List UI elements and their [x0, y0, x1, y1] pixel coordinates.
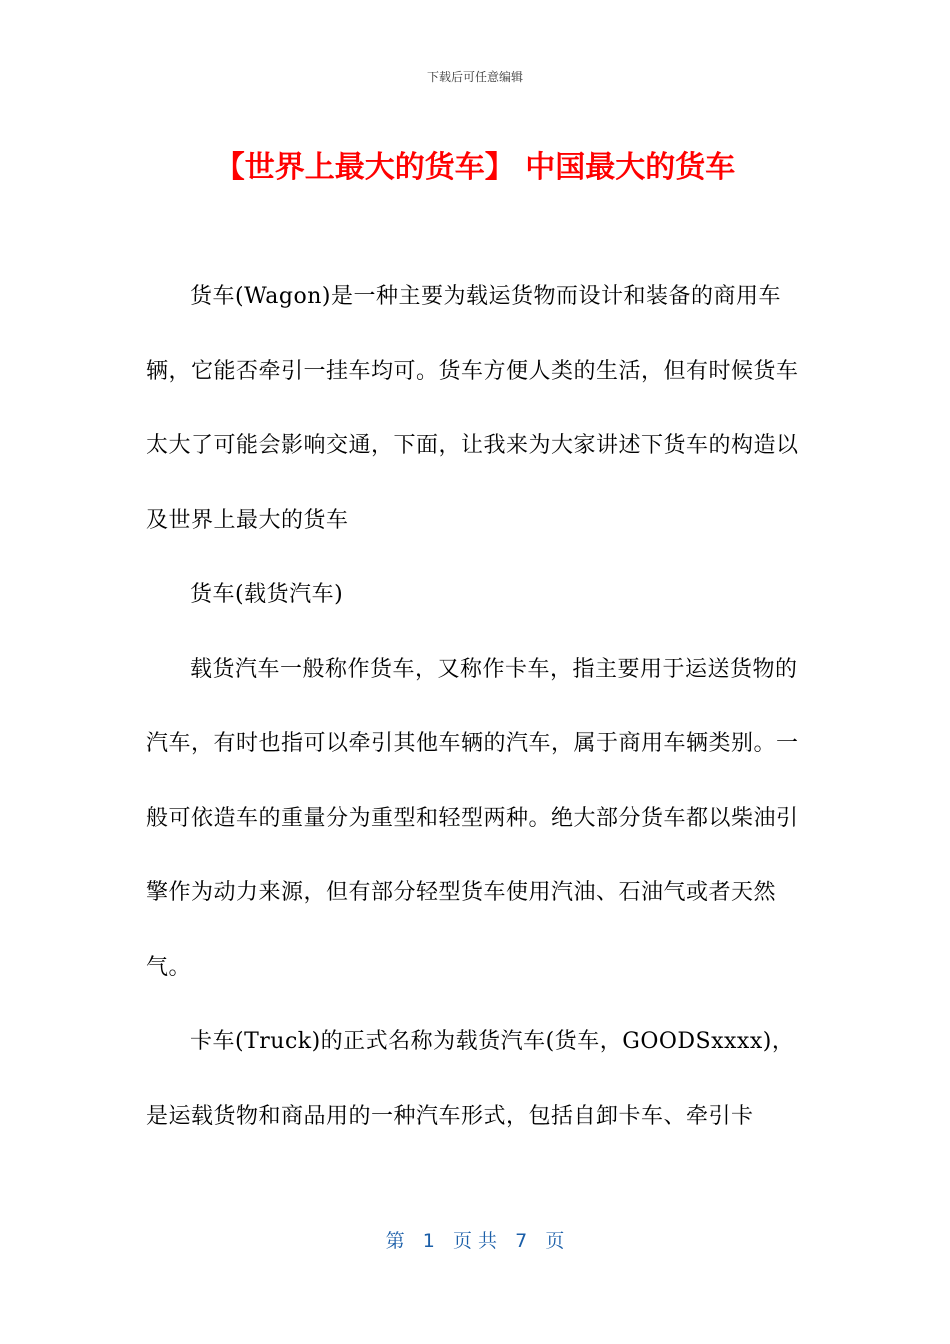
- footer-suffix: 页: [545, 1230, 565, 1252]
- footer-prefix: 第: [385, 1230, 405, 1252]
- footer-page-number: 1: [422, 1230, 435, 1252]
- document-body: [146, 260, 806, 1154]
- paragraph-definition: 载货汽车一般称作货车，又称作卡车，指主要用于运送货物的汽车，有时也指可以牵引其他车辆的汽车，属于商用车辆类别。一般可依造车的重量分为重型和轻型两种。绝大部分货车都以柴油引擎作为动力来源，但有部分轻型货车使用汽油、石油气或者天然气。: [146, 656, 799, 980]
- paragraph-intro: 货车(Wagon)是一种主要为载运货物而设计和装备的商用车辆，它能否牵引一挂车均可。货车方便人类的生活，但有时候货车太大了可能会影响交通，下面，让我来为大家讲述下货车的构造以及世界上最大的货车: [146, 284, 799, 533]
- paragraph-subheading: 货车(载货汽车): [190, 582, 344, 607]
- document-title: 【世界上最大的货车】 中国最大的货车: [214, 150, 736, 185]
- page-footer: [0, 1226, 950, 1253]
- footer-middle: 页 共: [452, 1230, 498, 1252]
- footer-total-pages: 7: [515, 1230, 528, 1252]
- page-header: 下载后可任意编辑: [426, 70, 523, 84]
- paragraph-truck: 卡车(Truck)的正式名称为载货汽车(货车，GOODSxxxx)，是运载货物和商品用的一种汽车形式，包括自卸卡车、牵引卡: [146, 1029, 795, 1129]
